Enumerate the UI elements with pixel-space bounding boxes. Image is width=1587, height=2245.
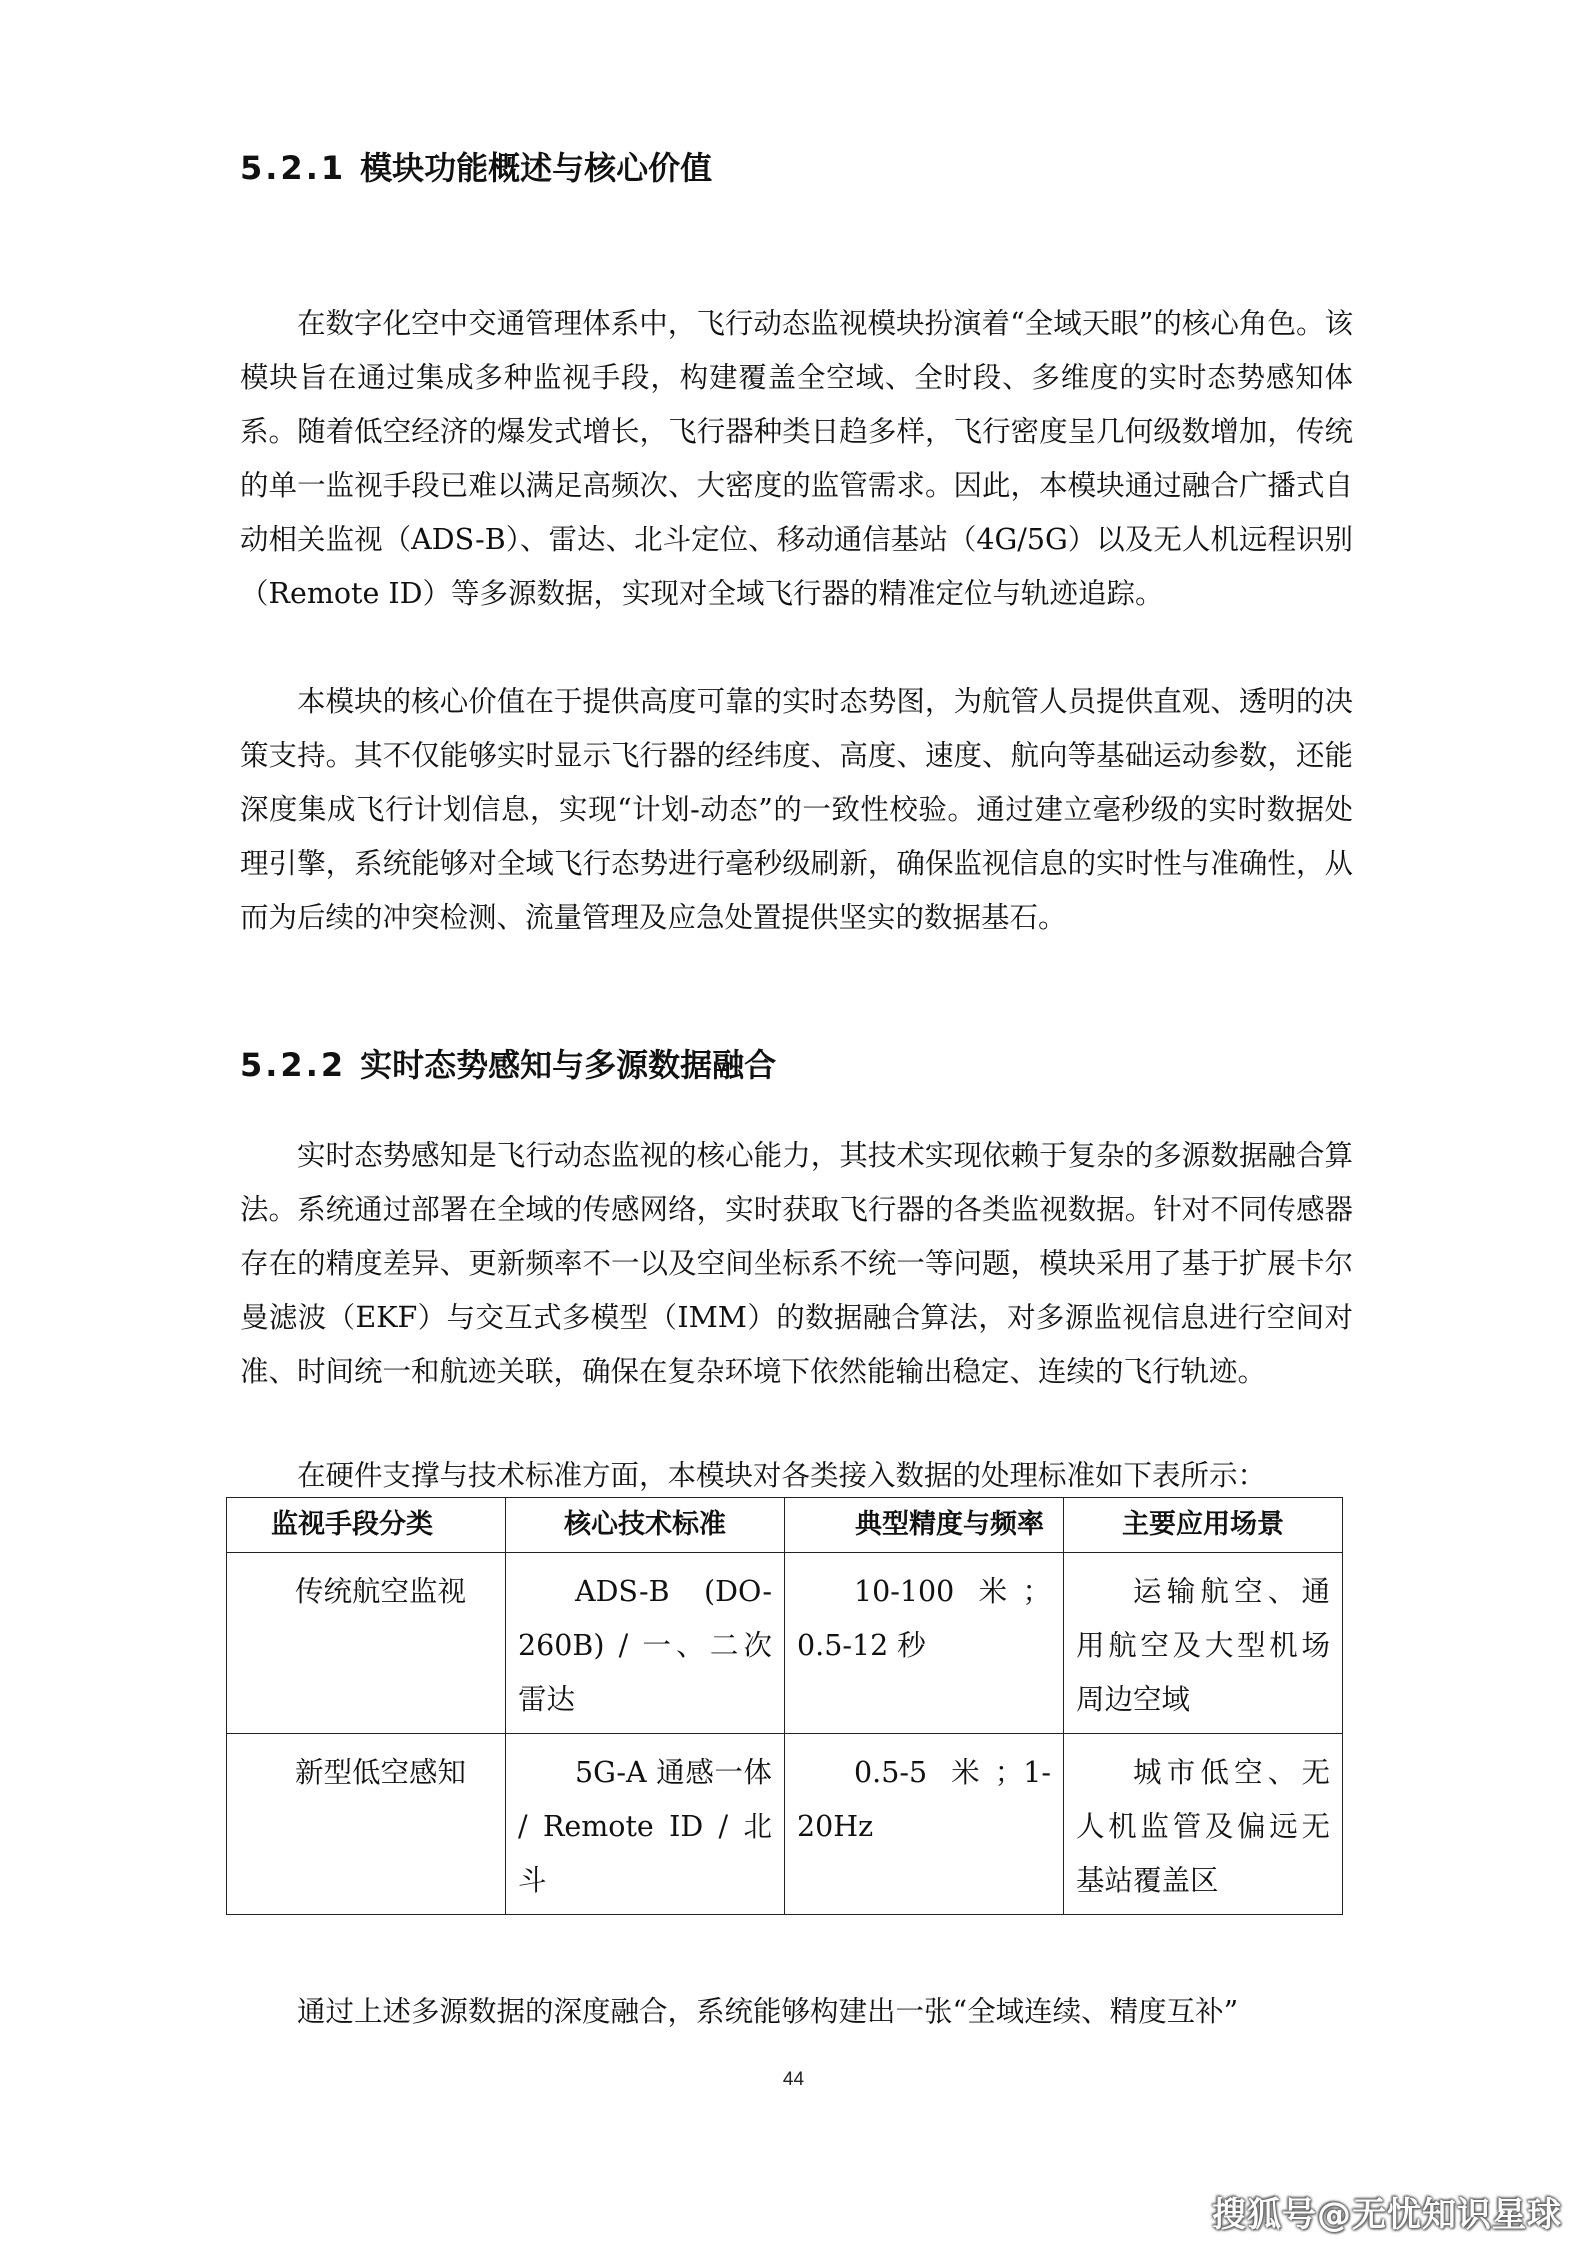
table-row	[227, 1734, 1343, 1915]
section-title: 模块功能概述与核心价值	[360, 149, 713, 187]
table-cell: 10-100 米；0.5-12 秒	[785, 1553, 1064, 1734]
paragraph: 在数字化空中交通管理体系中，飞行动态监视模块扮演着“全域天眼”的核心角色。该模块旨在通过集成多种监视手段，构建覆盖全空域、全时段、多维度的实时态势感知体系。随着低空经济的爆发式增长，飞行器种类日趋多样，飞行密度呈几何级数增加，传统的单一监视手段已难以满足高频次、大密度的监管需求。因此，本模块通过融合广播式自动相关监视（ADS-B）、雷达、北斗定位、移动通信基站（4G/5G）以及无人机远程识别（Remote ID）等多源数据，实现对全域飞行器的精准定位与轨迹追踪。	[240, 307, 1353, 610]
section-number: 5.2.2	[240, 1046, 347, 1084]
table-cell: 新型低空感知	[227, 1734, 506, 1915]
section-number: 5.2.1	[240, 149, 347, 187]
table-cell: ADS-B (DO-260B) / 一、二次雷达	[506, 1553, 785, 1734]
table-header-row	[227, 1498, 1343, 1553]
watermark: 搜狐号@无忧知识星球	[1212, 2195, 1562, 2235]
table-cell: 运输航空、通用航空及大型机场周边空域	[1064, 1553, 1343, 1734]
page-number: 44	[782, 2069, 805, 2090]
paragraph: 本模块的核心价值在于提供高度可靠的实时态势图，为航管人员提供直观、透明的决策支持。其不仅能够实时显示飞行器的经纬度、高度、速度、航向等基础运动参数，还能深度集成飞行计划信息，实现“计划-动态”的一致性校验。通过建立毫秒级的实时数据处理引擎，系统能够对全域飞行态势进行毫秒级刷新，确保监视信息的实时性与准确性，从而为后续的冲突检测、流量管理及应急处置提供坚实的数据基石。	[240, 685, 1353, 934]
table-cell: 城市低空、无人机监管及偏远无基站覆盖区	[1064, 1734, 1343, 1915]
table-row	[227, 1553, 1343, 1734]
paragraph: 实时态势感知是飞行动态监视的核心能力，其技术实现依赖于复杂的多源数据融合算法。系统通过部署在全域的传感网络，实时获取飞行器的各类监视数据。针对不同传感器存在的精度差异、更新频率不一以及空间坐标系不统一等问题，模块采用了基于扩展卡尔曼滤波（EKF）与交互式多模型（IMM）的数据融合算法，对多源监视信息进行空间对准、时间统一和航迹关联，确保在复杂环境下依然能输出稳定、连续的飞行轨迹。	[240, 1139, 1353, 1388]
table-cell: 传统航空监视	[227, 1553, 506, 1734]
table-cell: 5G-A 通感一体 / Remote ID / 北斗	[506, 1734, 785, 1915]
table-header-cell: 监视手段分类	[227, 1498, 506, 1553]
section-heading-5-2-2	[240, 1045, 776, 1085]
table-header-cell: 主要应用场景	[1064, 1498, 1343, 1553]
standards-table	[226, 1497, 1343, 1915]
paragraph: 通过上述多源数据的深度融合，系统能够构建出一张“全域连续、精度互补”	[297, 1995, 1239, 2028]
section-heading-5-2-1	[240, 148, 712, 188]
section-title: 实时态势感知与多源数据融合	[360, 1046, 777, 1084]
table-header-cell: 典型精度与频率	[785, 1498, 1064, 1553]
paragraph: 在硬件支撑与技术标准方面，本模块对各类接入数据的处理标准如下表所示：	[297, 1459, 1267, 1492]
table-cell: 0.5-5 米；1-20Hz	[785, 1734, 1064, 1915]
table-header-cell: 核心技术标准	[506, 1498, 785, 1553]
